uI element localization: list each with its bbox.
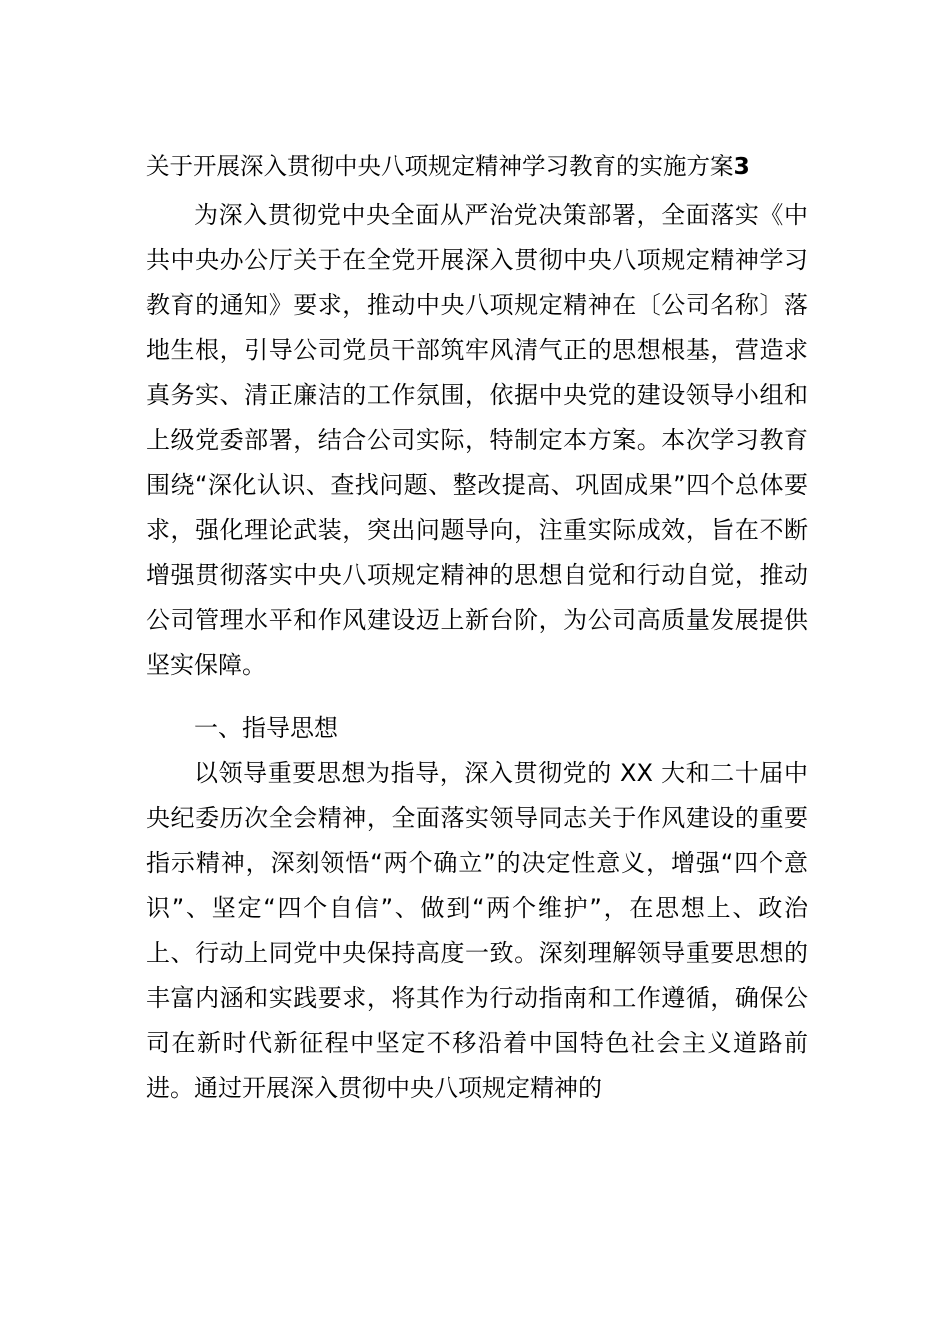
guiding-ideology-paragraph: 以领导重要思想为指导，深入贯彻党的 XX 大和二十届中央纪委历次全会精神，全面落实领导同志关于作风建设的重要指示精神，深刻领悟“两个确立”的决定性意义，增强“四个意识”、坚定“四个自信”、做到“两个维护”，在思想上、政治上、行动上同党中央保持高度一致。深刻理解领导重要思想的丰富内涵和实践要求，将其作为行动指南和工作遵循，确保公司在新时代新征程中坚定不移沿着中国特色社会主义道路前进。通过开展深入贯彻中央八项规定精神的	[146, 759, 808, 1102]
title-number: 3	[733, 152, 750, 180]
document-title	[146, 146, 846, 186]
intro-paragraph: 为深入贯彻党中央全面从严治党决策部署，全面落实《中共中央办公厅关于在全党开展深入贯彻中央八项规定精神学习教育的通知》要求，推动中央八项规定精神在〔公司名称〕落地生根，引导公司党员干部筑牢风清气正的思想根基，营造求真务实、清正廉洁的工作氛围，依据中央党的建设领导小组和上级党委部署，结合公司实际，特制定本方案。本次学习教育围绕“深化认识、查找问题、整改提高、巩固成果”四个总体要求，强化理论武装，突出问题导向，注重实际成效，旨在不断增强贯彻落实中央八项规定精神的思想自觉和行动自觉，推动公司管理水平和作风建设迈上新台阶，为公司高质量发展提供坚实保障。	[146, 201, 808, 679]
title-text: 关于开展深入贯彻中央八项规定精神学习教育的实施方案	[146, 152, 734, 180]
section-heading-guiding-ideology: 一、指导思想	[194, 714, 338, 742]
